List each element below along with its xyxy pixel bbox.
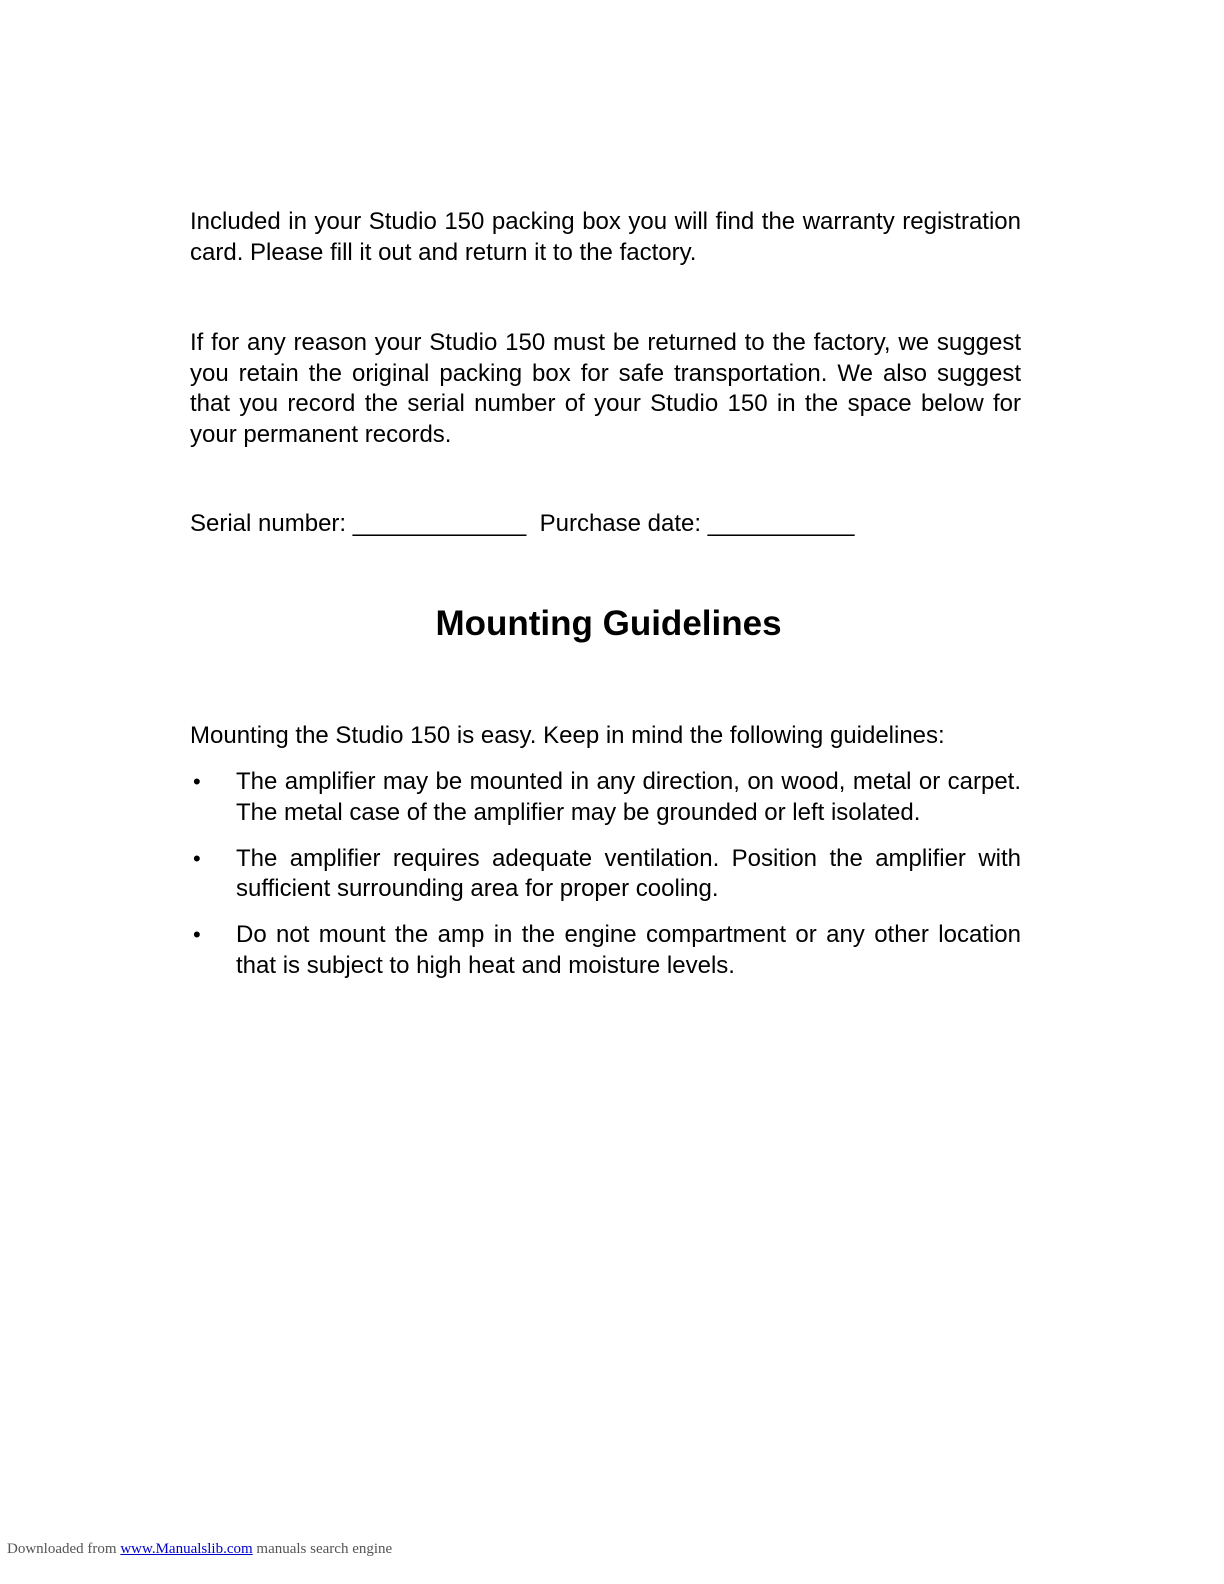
guidelines-list [190,767,1021,997]
manualslib-link[interactable]: www.Manualslib.com [120,1541,253,1557]
bullet-icon: • [193,922,201,947]
footer-suffix: manuals search engine [252,1541,393,1557]
return-paragraph: If for any reason your Studio 150 must be returned to the factory, we suggest you retain the original packing box for safe transportation. We also suggest that you record the serial number of your Studio 150 in the space below for your permanent records. [190,329,1021,448]
bullet-icon: • [193,845,201,871]
footer-prefix: Downloaded from [7,1541,121,1557]
list-item-text: The amplifier may be mounted in any direction, on wood, metal or carpet. The metal case of the amplifier may be grounded or left isolated. [236,768,1021,826]
bullet-icon: • [193,769,201,794]
page-content [190,207,1021,979]
serial-purchase-line: Serial number: _____________ Purchase date: ___________ [190,510,855,537]
download-footer [7,1541,392,1558]
warranty-paragraph: Included in your Studio 150 packing box you will find the warranty registration card. Please fill it out and return it to the factory. [190,208,1021,266]
mounting-intro: Mounting the Studio 150 is easy. Keep in mind the following guidelines: [190,722,945,749]
list-item-text: The amplifier requires adequate ventilation. Position the amplifier with sufficient surrounding area for proper cooling. [236,844,1021,902]
list-item [190,767,1021,828]
section-title: Mounting Guidelines [435,604,782,643]
list-item [190,920,1021,981]
list-item [190,844,1021,905]
list-item-text: Do not mount the amp in the engine compartment or any other location that is subject to high heat and moisture levels. [236,921,1021,979]
